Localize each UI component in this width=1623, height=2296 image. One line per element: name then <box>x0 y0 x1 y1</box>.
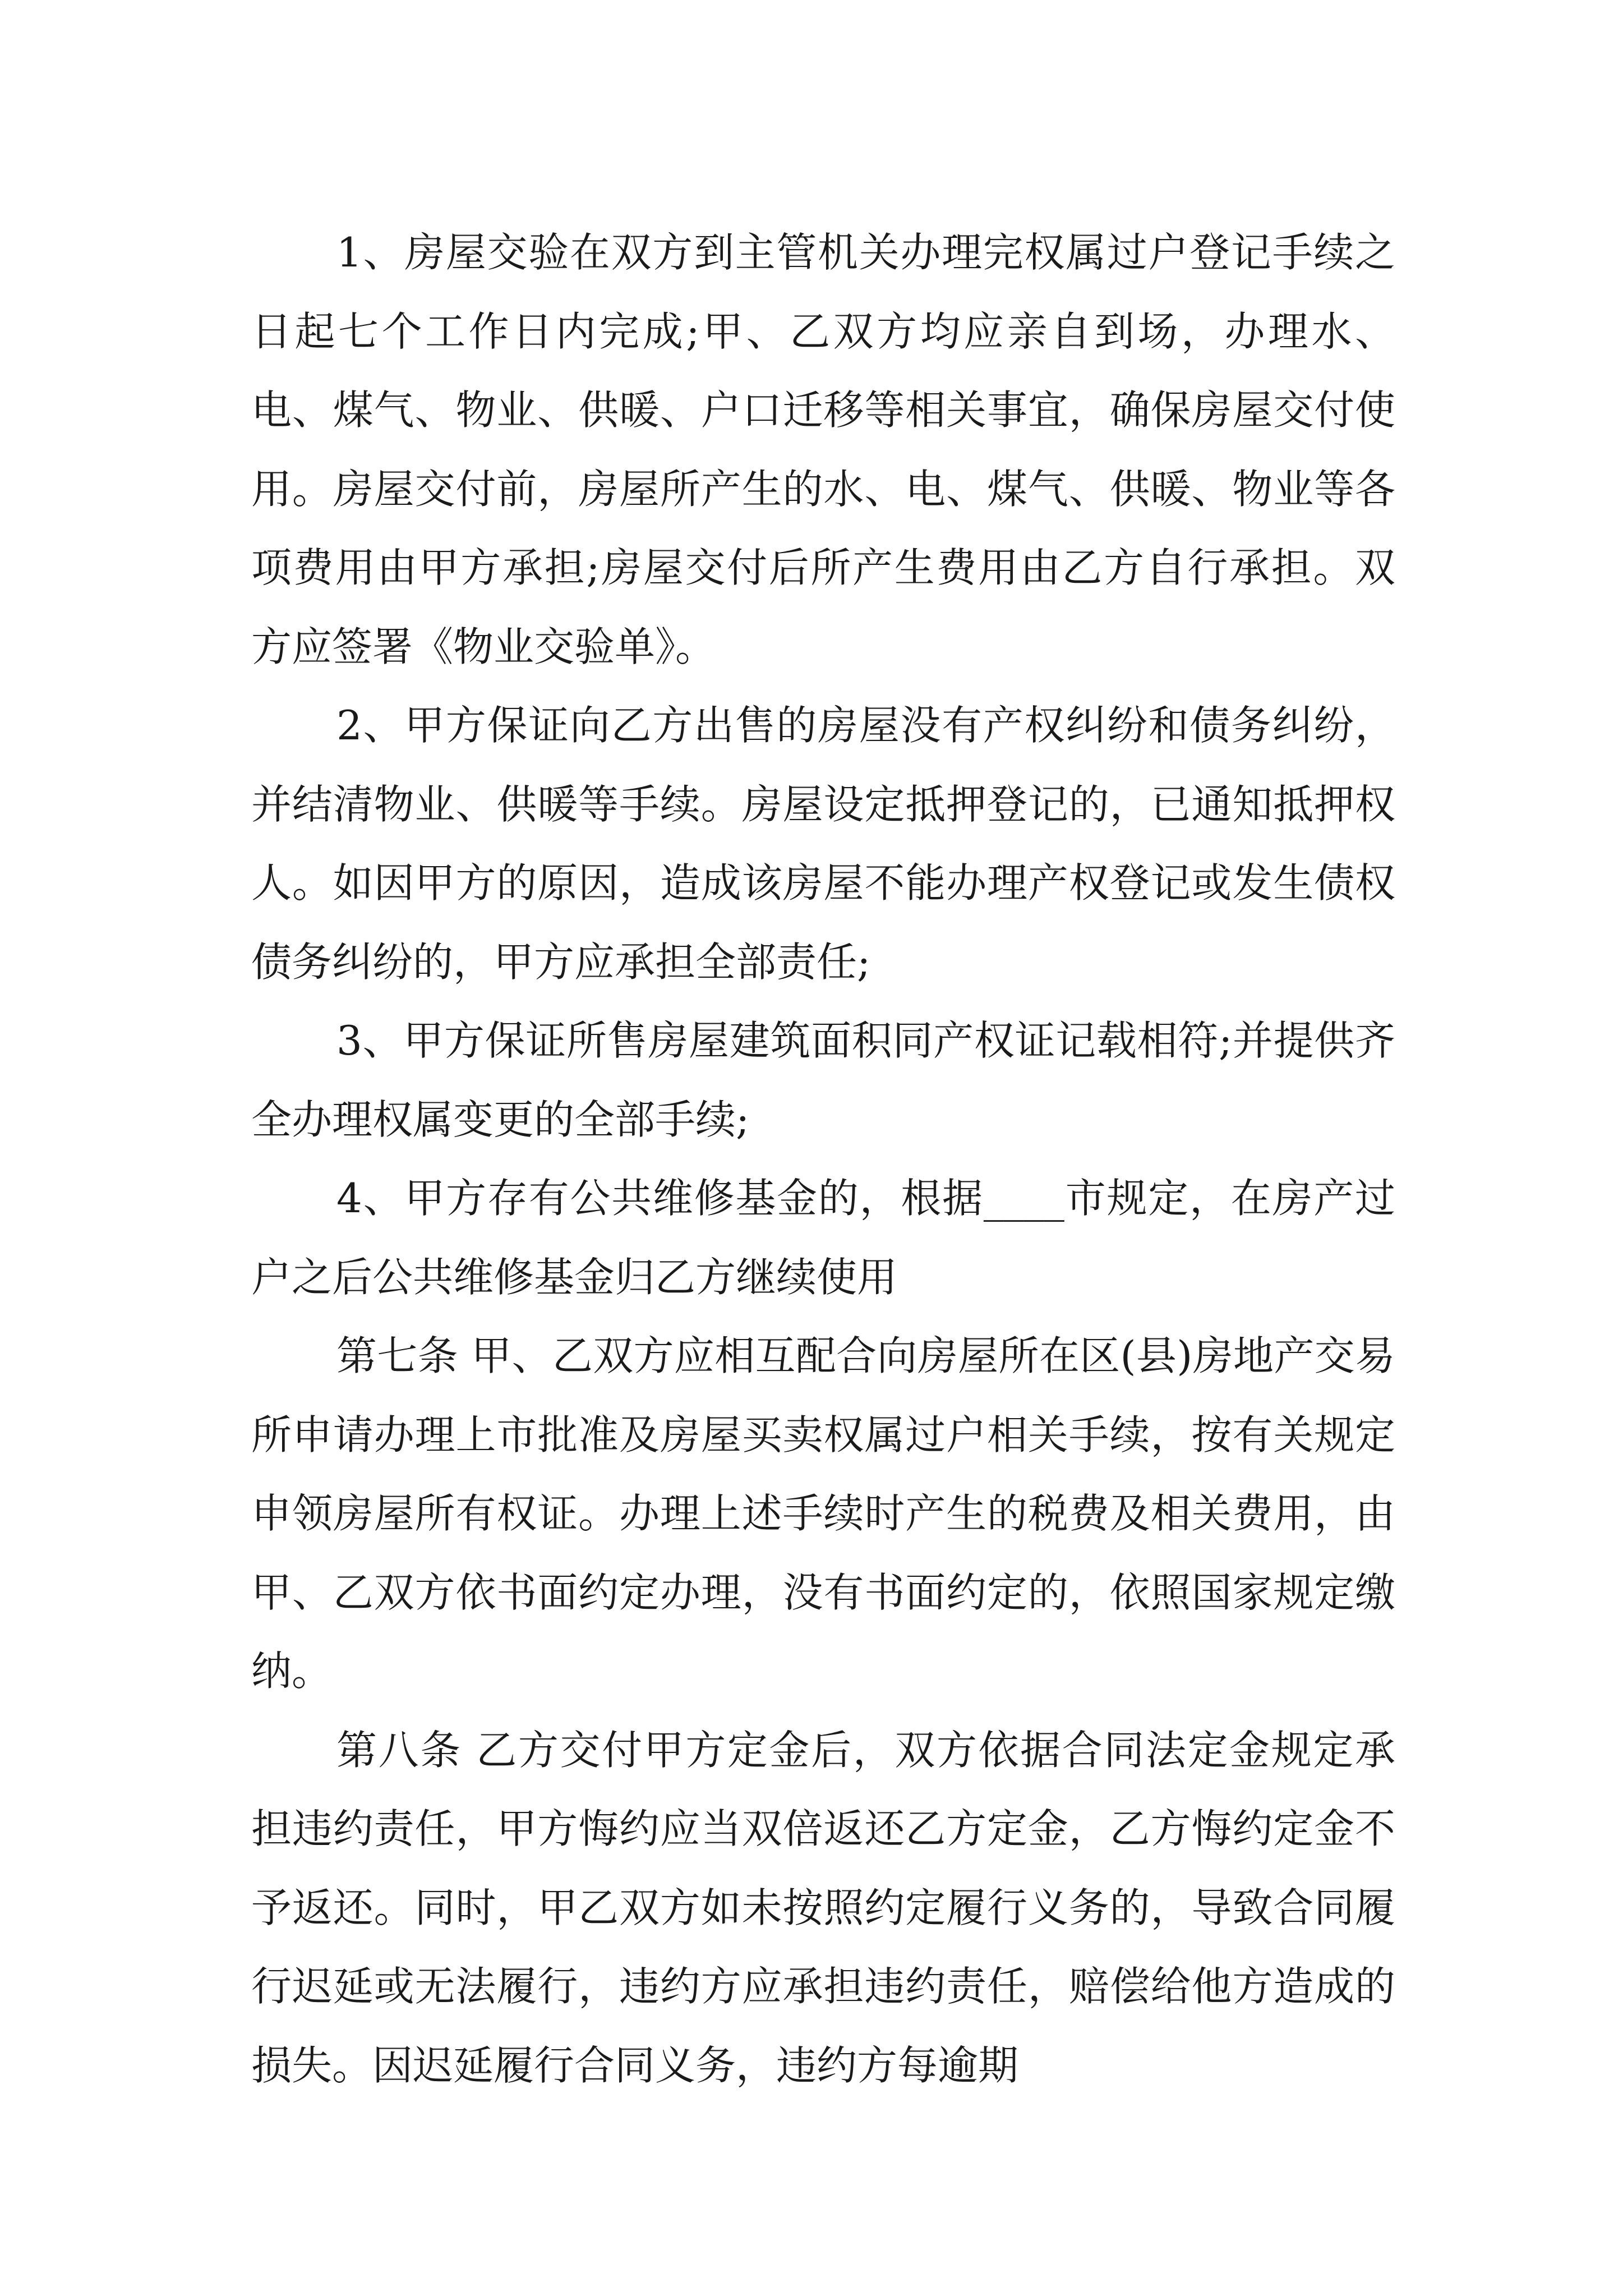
paragraph-clause-4: 4、甲方存有公共维修基金的，根据____市规定，在房产过户之后公共维修基金归乙方继续使用 <box>251 1175 1395 1301</box>
document-body <box>251 213 1395 2105</box>
paragraph-clause-3: 3、甲方保证所售房屋建筑面积同产权证记载相符;并提供齐全办理权属变更的全部手续; <box>251 1017 1395 1143</box>
paragraph-article-7: 第七条 甲、乙双方应相互配合向房屋所在区(县)房地产交易所申请办理上市批准及房屋买卖权属过户相关手续，按有关规定申领房屋所有权证。办理上述手续时产生的税费及相关费用，由甲、乙双方依书面约定办理，没有书面约定的，依照国家规定缴纳。 <box>251 1332 1395 1695</box>
paragraph-clause-2: 2、甲方保证向乙方出售的房屋没有产权纠纷和债务纠纷，并结清物业、供暖等手续。房屋设定抵押登记的，已通知抵押权人。如因甲方的原因，造成该房屋不能办理产权登记或发生债权债务纠纷的，甲方应承担全部责任; <box>251 702 1395 986</box>
paragraph-article-8: 第八条 乙方交付甲方定金后，双方依据合同法定金规定承担违约责任，甲方悔约应当双倍返还乙方定金，乙方悔约定金不予返还。同时，甲乙双方如未按照约定履行义务的，导致合同履行迟延或无法履行，违约方应承担违约责任，赔偿给他方造成的损失。因迟延履行合同义务，违约方每逾期 <box>251 1726 1395 2089</box>
paragraph-clause-1: 1、房屋交验在双方到主管机关办理完权属过户登记手续之日起七个工作日内完成;甲、乙双方均应亲自到场，办理水、电、煤气、物业、供暖、户口迁移等相关事宜，确保房屋交付使用。房屋交付前，房屋所产生的水、电、煤气、供暖、物业等各项费用由甲方承担;房屋交付后所产生费用由乙方自行承担。双方应签署《物业交验单》。 <box>251 229 1395 670</box>
